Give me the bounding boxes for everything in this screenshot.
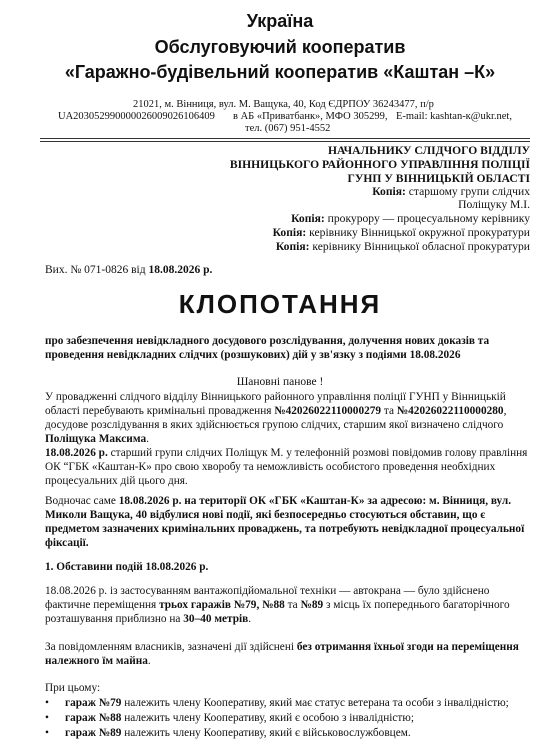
document-title: КЛОПОТАННЯ — [178, 289, 382, 319]
list-item — [45, 727, 411, 739]
requisites-email: E-mail: kashtan-к@ukr.net, — [396, 111, 512, 122]
letterhead-org-type: Обслуговуючий кооператив — [154, 37, 406, 57]
investigator-name: Поліщука Максима — [45, 433, 147, 445]
p4-text-a: 18.08.2026 р. із застосуванням вантажопідйомальної техніки — автокрана — було здійснено фактичне переміщення — [45, 585, 490, 611]
paragraph-3 — [45, 494, 535, 550]
document-subject: про забезпечення невідкладного досудового розслідування, долучення нових доказів та проведення невідкладних слідчих (розшукових) дій у зв'язку з подіями 18.08.2026 — [45, 335, 490, 361]
addressee-line-1: НАЧАЛЬНИКУ СЛІДЧОГО ВІДДІЛУ — [327, 144, 530, 157]
p1-text-a: У провадженні слідчого відділу Вінницького районного управління поліції ГУНП у Вінницькій області перебувають кримінальні провадження — [45, 391, 506, 417]
garage-number: гараж №88 — [65, 712, 122, 724]
copy-label: Копія: — [275, 240, 310, 253]
letterhead-org-name: «Гаражно-будівельний кооператив «Каштан –К» — [64, 62, 496, 82]
garage-number: гараж №89 — [65, 727, 122, 739]
garage-owner-text: належить члену Кооперативу, який є особою з інвалідністю; — [121, 712, 414, 724]
p3-text-b: 18.08.2026 р. на території ОК «ГБК «Каштан-К» за адресою: м. Вінниця, вул. Миколи Ващука, 40 відбулися нові події, які безпосередньо стосуються обставин, що є предметом зазначених кримінальних проваджень, та потребують невідкладної процесуальної фіксації. — [45, 495, 525, 549]
bullet: • — [45, 697, 49, 709]
outgoing-date: 18.08.2026 р. — [148, 264, 213, 276]
p5-text-b: без отримання їхньої згоди на переміщення належного їм майна — [45, 641, 519, 667]
case-number-1: №42026022110000279 — [274, 405, 382, 417]
requisites-address: 21021, м. Вінниця, вул. М. Ващука, 40, Код ЄДРПОУ 36243477, п/р — [133, 99, 434, 110]
list-item — [45, 712, 414, 724]
copy-line-1b — [458, 199, 530, 211]
p4-distance: 30–40 метрів — [183, 613, 249, 625]
list-item — [45, 697, 509, 709]
garage-owner-text: належить члену Кооперативу, який має статус ветерана та особи з інвалідністю; — [121, 697, 509, 709]
bullet: • — [45, 712, 49, 724]
case-number-2: №42026022110000280 — [396, 405, 504, 417]
requisites-phone: тел. (067) 951-4552 — [245, 123, 331, 134]
p5-text-a: За повідомленням власників, зазначені дії здійснені — [45, 641, 297, 653]
p2-text: старший групи слідчих Поліщук М. у телефонній розмові повідомив голову правління ОК “ГБК «Каштан-К» про свою хворобу та неможливість особистого проведення необхідних процесуальних дій цього дня. — [45, 447, 528, 487]
garage-number: гараж №79 — [65, 697, 122, 709]
copy-label: Копія: — [272, 226, 307, 239]
p4-text-e: з місць їх попереднього багаторічного розташування приблизно на — [45, 599, 510, 625]
p4-text-g: . — [248, 613, 252, 625]
copy-recipient-2: прокурору — процесуальному керівнику — [327, 212, 530, 225]
p3-text-a: Водночас саме — [45, 495, 119, 507]
copy-label: Копія: — [372, 185, 406, 198]
addressee-line-2: ВІННИЦЬКОГО РАЙОННОГО УПРАВЛІННЯ ПОЛІЦІЇ — [229, 158, 530, 171]
copy-recipient-1: старшому групи слідчих — [408, 185, 530, 198]
letterhead-country: Україна — [246, 11, 314, 31]
greeting: Шановні панове ! — [236, 376, 324, 388]
p5-text-c: . — [147, 655, 151, 667]
section-1-title: 1. Обставини подій 18.08.2026 р. — [45, 561, 209, 573]
p2-date: 18.08.2026 р. — [45, 447, 108, 459]
p4-garage-89: №89 — [300, 599, 324, 611]
p4-text-c: та — [284, 599, 301, 611]
copy-line-4 — [276, 241, 530, 253]
copy-recipient-3: керівнику Вінницької окружної прокуратури — [309, 226, 530, 239]
outgoing-number — [45, 264, 212, 276]
p1-text-end: . — [146, 433, 149, 445]
copy-line-3 — [273, 227, 530, 239]
requisites-account: UA203052990000026009026106409 — [58, 111, 215, 122]
bullet: • — [45, 727, 49, 739]
letterhead-rule-bottom — [40, 141, 530, 142]
p1-text-b: , досудове розслідування в яких здійснюється групою слідчих, старшим якої визначено слідчого — [45, 405, 507, 431]
outgoing-number-prefix: Вих. № 071-0826 від — [45, 264, 149, 276]
paragraph-2 — [45, 446, 535, 488]
copy-recipient-4: керівнику Вінницької обласної прокуратури — [312, 240, 530, 253]
copy-recipient-1-name: Поліщуку М.І. — [458, 198, 530, 211]
paragraph-4 — [45, 584, 535, 626]
paragraph-6: При цьому: — [45, 682, 101, 694]
letterhead-rule-top — [40, 138, 530, 139]
addressee-line-3: ГУНП У ВІННИЦЬКІЙ ОБЛАСТІ — [347, 172, 530, 185]
requisites-bank: в АБ «Приватбанк», МФО 305299, — [233, 111, 388, 122]
p4-garages-a: трьох гаражів №79, №88 — [159, 599, 285, 611]
p1-text-and: та — [381, 405, 397, 417]
copy-line-2 — [291, 213, 530, 225]
paragraph-5 — [45, 640, 535, 668]
paragraph-1 — [45, 390, 535, 446]
copy-line-1 — [372, 186, 530, 198]
copy-label: Копія: — [291, 212, 325, 225]
section-1-heading — [45, 560, 535, 574]
garage-owner-text: належить члену Кооперативу, який є військовослужбовцем. — [121, 727, 411, 739]
